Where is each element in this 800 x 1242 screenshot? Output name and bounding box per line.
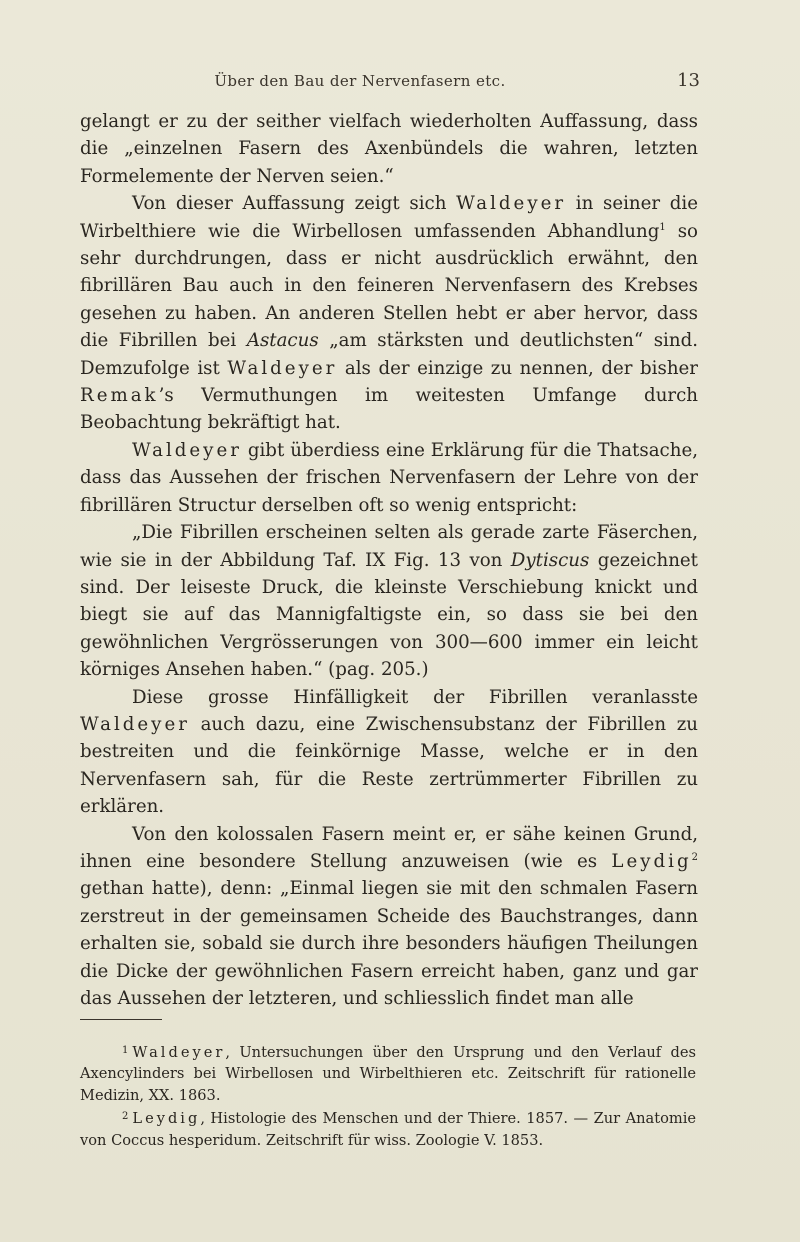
genus-name: Astacus bbox=[246, 330, 319, 352]
text-run: ’s Vermuthungen im weitesten Umfange durch Beobachtung bekräftigt hat. bbox=[80, 385, 698, 434]
author-name: Waldeyer bbox=[227, 357, 338, 379]
text-run: gezeichnet sind. Der leiseste Druck, die kleinste Verschiebung knickt und biegt sie auf das Mannigfaltigste ein, so dass sie bei den gewöhnlichen Vergrösserungen von 300—600 immer ein leicht körniges Ansehen haben.“ (pag. 205.) bbox=[80, 549, 698, 681]
text-run: auch dazu, eine Zwischensubstanz der Fibrillen zu bestreiten und die feinkörnige Masse, welche er in den Nervenfasern sah, für die Reste zertrümmerter Fibrillen zu erklären. bbox=[80, 713, 698, 818]
paragraph-1 bbox=[80, 108, 698, 190]
genus-name: Dytiscus bbox=[510, 549, 590, 571]
paragraph-4-quote bbox=[80, 519, 698, 683]
text-run: Von dieser Auffassung zeigt sich bbox=[132, 193, 457, 215]
author-name: Waldeyer bbox=[132, 439, 242, 461]
page-header bbox=[80, 68, 700, 96]
main-text bbox=[80, 108, 698, 1012]
text-run: in seiner die Wirbelthiere wie die Wirbellosen umfassenden Abhandlung bbox=[80, 193, 698, 242]
author-name: Remak bbox=[80, 385, 159, 407]
running-head: Über den Bau der Nervenfasern etc. bbox=[214, 72, 506, 90]
text-run: als der einzige zu nennen, der bisher bbox=[337, 357, 698, 379]
author-name: Leydig bbox=[611, 850, 692, 872]
footnote-ref: 2 bbox=[691, 851, 698, 863]
footnote-text: , Untersuchungen über den Ursprung und den Verlauf des Axencylinders bei Wirbellosen und Wirbelthieren etc. Zeitschrift für rationelle Medizin, XX. 1863. bbox=[80, 1044, 696, 1104]
text-run: so sehr durchdrungen, dass er nicht ausdrücklich erwähnt, den fibrillären Bau auch in den feineren Nervenfasern des Krebses gesehen zu haben. An anderen Stellen hebt er aber hervor, dass die Fibrillen bei bbox=[80, 220, 698, 352]
text-run: gibt überdiess eine Erklärung für die Thatsache, dass das Aussehen der frischen Nervenfasern der Lehre von der fibrillären Structur derselben oft so wenig entspricht: bbox=[80, 439, 698, 516]
text-run: Von den kolossalen Fasern meint er, er sähe keinen Grund, ihnen eine besondere Stellung anzuweisen (wie es bbox=[80, 823, 698, 872]
author-name: Waldeyer bbox=[132, 1044, 226, 1061]
paragraph-2 bbox=[80, 190, 698, 437]
text-run: „am stärksten und deutlichsten“ sind. Demzufolge ist bbox=[80, 330, 698, 379]
author-name: Waldeyer bbox=[456, 193, 567, 215]
text-run: „Die Fibrillen erscheinen selten als gerade zarte Fäserchen, wie sie in der Abbildung Taf. IX Fig. 13 von bbox=[80, 522, 698, 571]
footnotes bbox=[80, 1040, 696, 1151]
author-name: Leydig bbox=[132, 1110, 201, 1128]
footnote-text: , Histologie des Menschen und der Thiere. 1857. — Zur Anatomie von Coccus hesperidum. Zeitschrift für wiss. Zoologie V. 1853. bbox=[80, 1110, 696, 1149]
footnote-2 bbox=[80, 1106, 696, 1151]
page-number: 13 bbox=[677, 70, 700, 91]
paragraph-3 bbox=[80, 437, 698, 519]
footnote-separator bbox=[80, 1019, 162, 1020]
footnote-mark: 2 bbox=[122, 1111, 129, 1123]
footnote-mark: 1 bbox=[122, 1045, 129, 1056]
author-name: Waldeyer bbox=[80, 713, 190, 735]
footnote-ref: 1 bbox=[659, 221, 666, 233]
paragraph-5 bbox=[80, 684, 698, 821]
text-run: Diese grosse Hinfälligkeit der Fibrillen veranlasste bbox=[132, 686, 698, 708]
footnote-1 bbox=[80, 1040, 696, 1106]
paragraph-6 bbox=[80, 821, 698, 1013]
text-run: gethan hatte), denn: „Einmal liegen sie mit den schmalen Fasern zerstreut in der gemeinsamen Scheide des Bauchstranges, dann erhalten sie, sobald sie durch ihre besonders häufigen Theilungen die Dicke der gewöhnlichen Fasern erreicht haben, ganz und gar das Aussehen der letzteren, und schliesslich findet man alle bbox=[80, 878, 698, 1009]
paragraph-1-text: gelangt er zu der seither vielfach wiederholten Auffassung, dass die „einzelnen Fasern des Axenbündels die wahren, letzten Formelemente der Nerven seien.“ bbox=[80, 111, 698, 187]
